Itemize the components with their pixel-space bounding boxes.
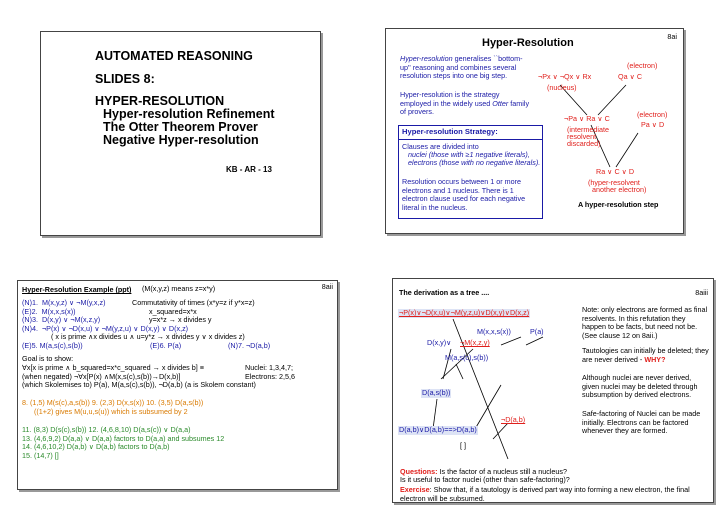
step-11-12: 11. (8,3) D(s(c),s(b)) 12. (4,6,8,10) D(a,s(c)) ∨ D(a,a) bbox=[22, 425, 191, 434]
clause-e2-num: (E)2. bbox=[22, 306, 38, 316]
step-13: 13. (4,6,9,2) D(a,a) ∨ D(a,a) factors to D(a,a) and subsumes 12 bbox=[22, 433, 225, 443]
final-clause: Ra ∨ C ∨ D bbox=[596, 167, 635, 176]
clause-n1-text: M(x,y,z) ∨ ¬M(y,x,z) bbox=[41, 298, 106, 307]
subtopic-1: Hyper-resolution Refinement bbox=[103, 107, 275, 121]
strategy-line-2: nuclei (those with ≥1 negative literals), bbox=[408, 150, 530, 159]
tree-empty-clause: [ ] bbox=[460, 441, 466, 450]
root-nucleus: ¬P(x)∨¬D(x,u)∨¬M(y,z,u)∨D(x,y)∨D(x,z) bbox=[399, 308, 530, 317]
edge-ndab bbox=[475, 385, 501, 429]
question-1: Is the factor of a nucleus still a nucleus? bbox=[437, 467, 567, 476]
exercise bbox=[400, 486, 710, 503]
step-15: 15. (14,7) [] bbox=[22, 451, 59, 460]
subtopic-3: Negative Hyper-resolution bbox=[103, 133, 259, 147]
intro-italic: Hyper-resolution bbox=[400, 54, 453, 63]
strategy-title: Hyper-resolution Strategy: bbox=[402, 127, 498, 136]
note-tautologies-text: Tautologies can initially be deleted; they are never derived - bbox=[582, 346, 709, 364]
clause-n4-gloss: ( x is prime ∧x divides u ∧ u=y*z → x divides y ∨ x divides z) bbox=[51, 332, 245, 341]
clause-e6: (E)6. P(a) bbox=[150, 340, 182, 350]
exercise-text: : Show that, if a tautology is derived part way into forming a new electron, the final electron will be subsumed. bbox=[400, 485, 690, 503]
edge-pa bbox=[526, 337, 543, 345]
tree-m-xxs: M(x,x,s(x)) bbox=[477, 327, 511, 336]
diagram-caption: A hyper-resolution step bbox=[578, 200, 659, 209]
clause-n4-num: (N)4. bbox=[22, 323, 38, 333]
slides-label: SLIDES 8: bbox=[95, 72, 155, 86]
intro-rest: generalises ``bottom-up'' reasoning and combines several resolution steps into one big step. bbox=[400, 54, 523, 81]
resolvent-clause: ¬Pa ∨ Ra ∨ C bbox=[564, 114, 610, 123]
slide-title: Hyper-Resolution Example (ppt) bbox=[22, 285, 132, 294]
tree-ndab: ¬D(a,b) bbox=[501, 415, 526, 424]
intermediate-label-2: resolvent bbox=[567, 132, 597, 141]
electron2-label: (electron) bbox=[637, 110, 668, 119]
course-title: AUTOMATED REASONING bbox=[95, 49, 253, 63]
exercise-label: Exercise bbox=[400, 485, 430, 494]
nuclei-list: Nuclei: 1,3,4,7; bbox=[245, 363, 293, 372]
clause-n3-num: (N)3. bbox=[22, 315, 38, 324]
questions-label: Questions: bbox=[400, 467, 438, 476]
note-electrons: Note: only electrons are formed as final resolvents. In this refutation they happen to be facts, but need not be. (See clause 12 on 8aii.) bbox=[582, 305, 708, 340]
slide-example bbox=[17, 280, 338, 490]
slide-hyper-resolution bbox=[385, 28, 684, 234]
otter-pre: Hyper-resolution is the strategy employed in the widely used bbox=[400, 90, 500, 108]
clause-e5: (E)5. M(a,s(c),s(b)) bbox=[22, 340, 83, 350]
edge-mxxs bbox=[501, 337, 521, 345]
page-number: 8aii bbox=[321, 282, 333, 291]
step-8-note: ((1+2) gives M(u,u,s(u)) which is subsumed by 2 bbox=[34, 406, 188, 416]
edge-electron-resolvent bbox=[598, 85, 626, 115]
edge-electron2-final bbox=[616, 133, 638, 167]
clause-n1-comment: Commutativity of times (x*y=z if y*x=z) bbox=[132, 298, 255, 307]
slide-title: The derivation as a tree .... bbox=[399, 288, 490, 297]
nucleus-clause: ¬Px ∨ ¬Qx ∨ Rx bbox=[538, 72, 592, 81]
electron1-clause: Qa ∨ C bbox=[618, 72, 643, 81]
topic-heading: HYPER-RESOLUTION bbox=[95, 94, 225, 108]
title-note: (M(x,y,z) means z=x*y) bbox=[142, 284, 216, 293]
goal-label: Goal is to show: bbox=[22, 354, 74, 363]
otter-italic: Otter bbox=[492, 98, 509, 108]
tree-dxy: D(x,y)∨ bbox=[427, 338, 452, 347]
tree-mascsb: M(a,s(c),s(b)) bbox=[445, 353, 489, 362]
note-tautologies bbox=[582, 347, 710, 364]
edge-mascsb bbox=[456, 364, 463, 379]
clause-e2-comment: x_squared=x*x bbox=[149, 306, 197, 316]
strategy-line-1: Clauses are divided into bbox=[402, 142, 479, 151]
tree-factor: D(a,b)∨D(a,b)==>D(a,b) bbox=[399, 425, 477, 434]
step-14: 14. (4,6,10,2) D(a,b) ∨ D(a,b) factors to D(a,b) bbox=[22, 442, 170, 451]
note-factoring: Safe-factoring of Nuclei can be made initially. Electrons can be factored whenever they are formed. bbox=[582, 409, 701, 436]
intermediate-label-3: discarded) bbox=[567, 139, 601, 148]
edge-factor bbox=[493, 423, 508, 439]
electron1-label: (electron) bbox=[627, 61, 658, 70]
tree-dasb: D(a,s(b)) bbox=[422, 388, 451, 397]
slide-title bbox=[40, 31, 321, 236]
clause-n4-text: ¬P(x) ∨ ¬D(x,u) ∨ ¬M(y,z,u) ∨ D(x,y) ∨ D(x,z) bbox=[41, 323, 189, 333]
electron2-clause: Pa ∨ D bbox=[641, 120, 665, 129]
goal-formula-2: (when negated) ¬∀x[P(x) ∧M(x,s(c),s(b))→D(x,b)] bbox=[22, 371, 181, 381]
note-why: WHY? bbox=[644, 354, 666, 364]
final-label-2: another electron) bbox=[592, 185, 647, 194]
clause-n3-comment: y=x*z → x divides y bbox=[149, 315, 212, 324]
page-number: 8aiii bbox=[695, 288, 708, 297]
clause-n7: (N)7. ¬D(a,b) bbox=[228, 340, 271, 350]
slide-title: Hyper-Resolution bbox=[482, 37, 574, 49]
nucleus-label: (nucleus) bbox=[547, 83, 577, 92]
note-nuclei: Although nuclei are never derived, given nuclei may be deleted through subsumption by derived electrons. bbox=[582, 373, 698, 400]
resolution-paragraph: Resolution occurs between 1 or more electrons and 1 nucleus. There is 1 electron clause used for each negative literal in the nucleus. bbox=[402, 177, 526, 212]
clause-n1-num: (N)1. bbox=[22, 298, 38, 307]
otter-post: family of provers. bbox=[400, 98, 530, 117]
electrons-list: Electrons: 2,5,6 bbox=[245, 371, 295, 381]
final-label-1: (hyper-resolvent bbox=[588, 178, 640, 187]
strategy-line-3: electrons (those with no negative literals). bbox=[408, 158, 541, 167]
page-number: 8ai bbox=[667, 32, 677, 41]
intermediate-label-1: (intermediate bbox=[567, 125, 609, 134]
question-2: Is it useful to factor nuclei (other than safe-factoring)? bbox=[400, 475, 570, 484]
subtopic-2: The Otter Theorem Prover bbox=[103, 120, 258, 134]
clause-n3-text: D(x,y) ∨ ¬M(x,z,y) bbox=[41, 315, 101, 324]
goal-formula-1: ∀x[x is prime ∧ b_squared=x*c_squared → x divides b] ≡ bbox=[22, 363, 204, 372]
tree-nmxzy: ¬M(x,z,y) bbox=[460, 338, 490, 347]
clause-e2-text: M(x,x,s(x)) bbox=[41, 306, 76, 316]
tree-pa: P(a) bbox=[530, 327, 544, 336]
slide-derivation-tree bbox=[392, 278, 714, 503]
step-8-10: 8. (1,5) M(s(c),a,s(b)) 9. (2,3) D(x,s(x)) 10. (3,5) D(a,s(b)) bbox=[22, 398, 204, 407]
goal-formula-3: (which Skolemises to) P(a), M(a,s(c),s(b)), ¬D(a,b) (a is Skolem constant) bbox=[22, 380, 256, 389]
slide-footer: KB - AR - 13 bbox=[226, 165, 272, 174]
